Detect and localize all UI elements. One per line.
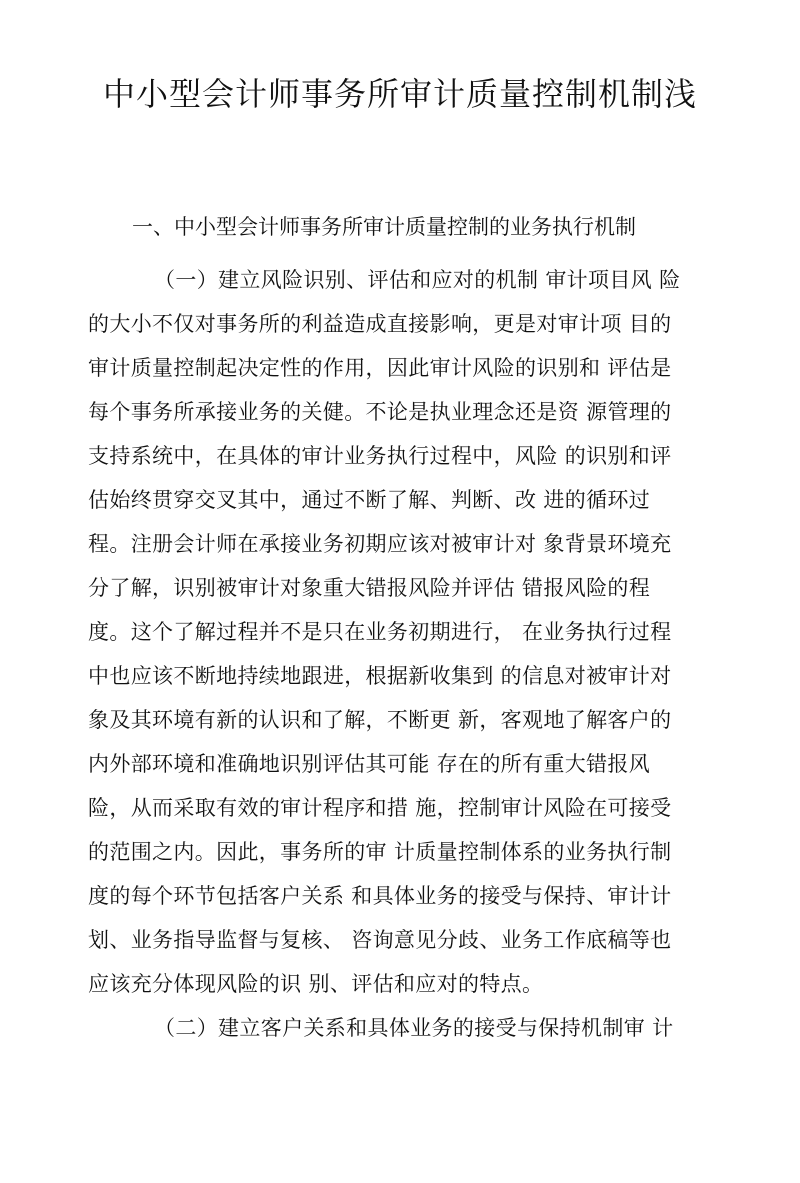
paragraph-line: 划、业务指导监督与复核、 咨询意见分歧、业务工作底稿等也	[88, 928, 672, 952]
paragraph-line: （二）建立客户关系和具体业务的接受与保持机制审 计	[154, 1016, 674, 1040]
paragraph-line: 应该充分体现风险的识 别、评估和应对的特点。	[88, 972, 544, 996]
paragraph-line: 象及其环境有新的认识和了解，不断更 新，客观地了解客户的	[88, 708, 672, 732]
section-heading: 一、中小型会计师事务所审计质量控制的业务执行机制	[132, 215, 636, 239]
paragraph-line: 估始终贯穿交叉其中，通过不断了解、判断、改 进的循环过	[88, 488, 651, 512]
paragraph-line: 程。注册会计师在承接业务初期应该对被审计对 象背景环境充	[88, 532, 672, 556]
paragraph-line: 度。这个了解过程并不是只在业务初期进行， 在业务执行过程	[88, 620, 672, 644]
paragraph-line: 每个事务所承接业务的关健。不论是执业理念还是资 源管理的	[88, 400, 672, 424]
paragraph-line: 度的每个环节包括客户关系 和具体业务的接受与保持、审计计	[88, 884, 672, 908]
paragraph-line: 审计质量控制起决定性的作用，因此审计风险的识别和 评估是	[88, 356, 672, 380]
paragraph-line: 险，从而采取有效的审计程序和措 施，控制审计风险在可接受	[88, 796, 672, 820]
paragraph-line: 支持系统中，在具体的审计业务执行过程中，风险 的识别和评	[88, 444, 672, 468]
document-title: 中小型会计师事务所审计质量控制机制浅	[102, 75, 697, 113]
paragraph-line: 内外部环境和准确地识别评估其可能 存在的所有重大错报风	[88, 752, 651, 776]
paragraph-line: 的大小不仅对事务所的利益造成直接影响，更是对审计项 目的	[88, 312, 672, 336]
paragraph-line: 中也应该不断地持续地跟进，根据新收集到 的信息对被审计对	[88, 664, 672, 688]
paragraph-line: （一）建立风险识别、评估和应对的机制 审计项目风 险	[154, 268, 681, 292]
paragraph-line: 分了解，识别被审计对象重大错报风险并评估 错报风险的程	[88, 576, 651, 600]
paragraph-line: 的范围之内。因此，事务所的审 计质量控制体系的业务执行制	[88, 840, 672, 864]
body-text	[88, 258, 728, 1050]
